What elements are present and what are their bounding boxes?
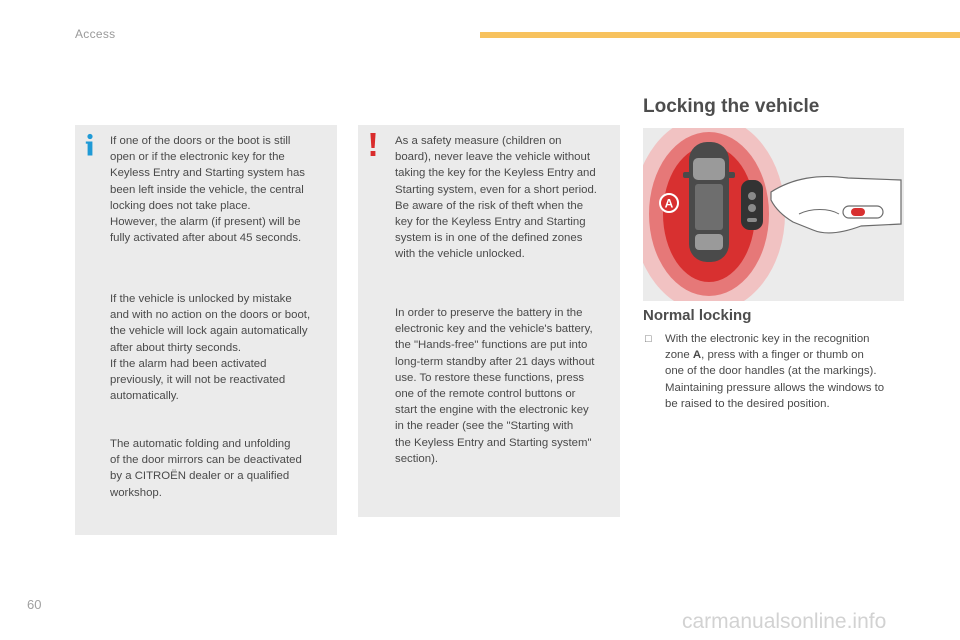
page-number: 60 [27, 597, 42, 612]
info-icon [83, 133, 97, 157]
locking-illustration [643, 128, 904, 301]
bullet-checkbox-icon: □ [645, 333, 652, 345]
section-label: Access [75, 27, 116, 41]
door-handle-icon [843, 206, 883, 218]
svg-text:A: A [664, 196, 674, 211]
car-top-view-icon [683, 142, 735, 262]
info-note-closed-doors: If one of the doors or the boot is still open or if the electronic key for the Keyless Entry and Starting system has been left inside the vehicle, the central locking does not take place. However, the alarm (if present) will be fully activated after about 45 seconds. [110, 135, 305, 245]
section-heading-normal-locking: Normal locking [643, 307, 752, 324]
warning-note-battery: In order to preserve the battery in the electronic key and the vehicle's battery, the "Hands-free" functions are put into long-term standby after 21 days without use. To restore these functions, press one of the remote control buttons or start the engine with the electronic key in the reader (see the "Starting with the Keyless Entry and Starting system" section). [395, 307, 595, 465]
normal-locking-instruction: With the electronic key in the recognition zone A, press with a finger or thumb on one of the door handles (at the markings). Maintaining pressure allows the windows to be raised to the desired position. [665, 333, 885, 410]
warning-icon [366, 133, 380, 157]
page-title: Locking the vehicle [643, 96, 820, 117]
hand-icon [771, 177, 901, 233]
info-note-auto-relock: If the vehicle is unlocked by mistake and with no action on the doors or boot, the vehicle will lock again automatically after about thirty seconds. If the alarm had been activated previously, it will not be reactivated automatically. [110, 293, 311, 403]
warning-note-children: As a safety measure (children on board), never leave the vehicle without taking the key for the Keyless Entry and Starting system, even for a short period. Be aware of the risk of theft when the key for the Keyless Entry and Starting system is in one of the defined zones with the vehicle unlocked. [395, 135, 597, 261]
electronic-key-icon [741, 180, 763, 230]
header-accent-bar [480, 32, 960, 38]
info-note-mirror-folding: The automatic folding and unfolding of the door mirrors can be deactivated by a CITROËN dealer or a qualified workshop. [110, 438, 302, 499]
watermark: carmanualsonline.info [682, 610, 887, 633]
